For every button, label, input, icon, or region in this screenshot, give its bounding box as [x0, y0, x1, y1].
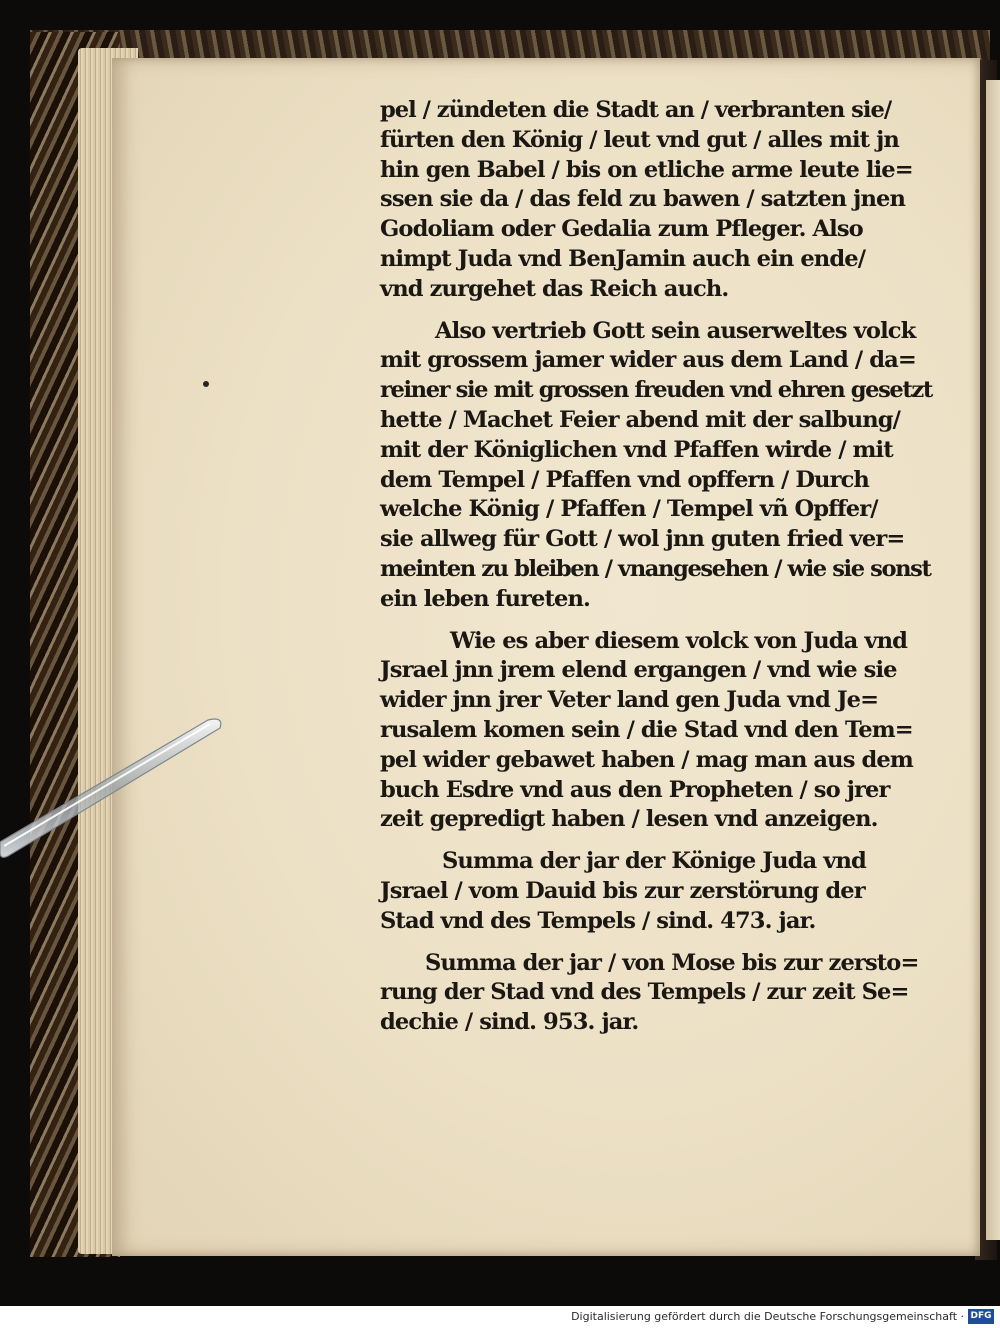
text-line: vnd zurgehet das Reich auch.: [380, 275, 729, 302]
text-line: dechie / sind. 953. jar.: [380, 1009, 639, 1036]
text-line: hette / Machet Feier abend mit der salbung/: [380, 406, 901, 433]
text-line: Summa der jar / von Mose bis zur zersto=: [425, 949, 919, 976]
text-line: ssen sie da / das feld zu bawen / satzten jnen: [380, 186, 905, 213]
text-line: Summa der jar der Könige Juda vnd: [442, 848, 866, 875]
paragraph-5: [380, 949, 919, 1038]
paragraph-2: [380, 317, 932, 615]
text-line: zeit gepredigt haben / lesen vnd anzeigen.: [380, 806, 878, 833]
paragraph-1: [380, 96, 913, 305]
text-line: meinten zu bleiben / vnangesehen / wie sie sonst: [380, 555, 931, 582]
text-line: pel wider gebawet haben / mag man aus dem: [380, 746, 913, 773]
text-line: pel / zündeten die Stadt an / verbranten sie/: [380, 97, 892, 123]
text-line: Also vertrieb Gott sein auserweltes volck: [435, 317, 916, 344]
text-line: welche König / Pfaffen / Tempel vñ Opffer/: [380, 496, 878, 523]
text-line: Godoliam oder Gedalia zum Pfleger. Also: [380, 216, 863, 243]
text-line: Jsrael / vom Dauid bis zur zerstörung der: [380, 877, 865, 904]
paragraph-3: [380, 627, 913, 836]
footer-credit: Digitalisierung gefördert durch die Deutsche Forschungsgemeinschaft ·: [571, 1310, 964, 1323]
text-line: dem Tempel / Pfaffen vnd opffern / Durch: [380, 466, 869, 493]
paragraph-gap: [380, 615, 900, 627]
dfg-logo-icon: DFG: [968, 1309, 994, 1324]
page-text: [380, 96, 932, 1038]
text-line: rung der Stad vnd des Tempels / zur zeit Se=: [380, 979, 909, 1006]
text-line: buch Esdre vnd aus den Propheten / so jrer: [380, 776, 890, 803]
footer-bar: [0, 1306, 1000, 1328]
text-line: rusalem komen sein / die Stad vnd den Tem=: [380, 716, 913, 743]
paragraph-gap: [380, 305, 900, 317]
text-line: reiner sie mit grossen freuden vnd ehren gesetzt: [380, 377, 932, 404]
text-line: hin gen Babel / bis on etliche arme leute lie=: [380, 156, 913, 183]
text-line: ein leben fureten.: [380, 585, 591, 612]
text-line: fürten den König / leut vnd gut / alles mit jn: [380, 126, 899, 153]
text-line: mit grossem jamer wider aus dem Land / da=: [380, 347, 916, 374]
text-line: Jsrael jnn jrem elend ergangen / vnd wie sie: [380, 657, 897, 684]
text-line: mit der Königlichen vnd Pfaffen wirde / mit: [380, 436, 893, 463]
next-page-edge: [986, 80, 1000, 1240]
text-line: wider jnn jrer Veter land gen Juda vnd Je=: [380, 687, 879, 714]
text-line: Stad vnd des Tempels / sind. 473. jar.: [380, 907, 816, 934]
paragraph-4: [380, 847, 900, 936]
text-line: sie allweg für Gott / wol jnn guten fried ver=: [380, 526, 905, 553]
paragraph-gap: [380, 937, 900, 949]
text-line: nimpt Juda vnd BenJamin auch ein ende/: [380, 245, 866, 272]
glass-pointer-rod: [0, 0, 240, 880]
paragraph-gap: [380, 835, 900, 847]
text-line: Wie es aber diesem volck von Juda vnd: [450, 627, 907, 654]
